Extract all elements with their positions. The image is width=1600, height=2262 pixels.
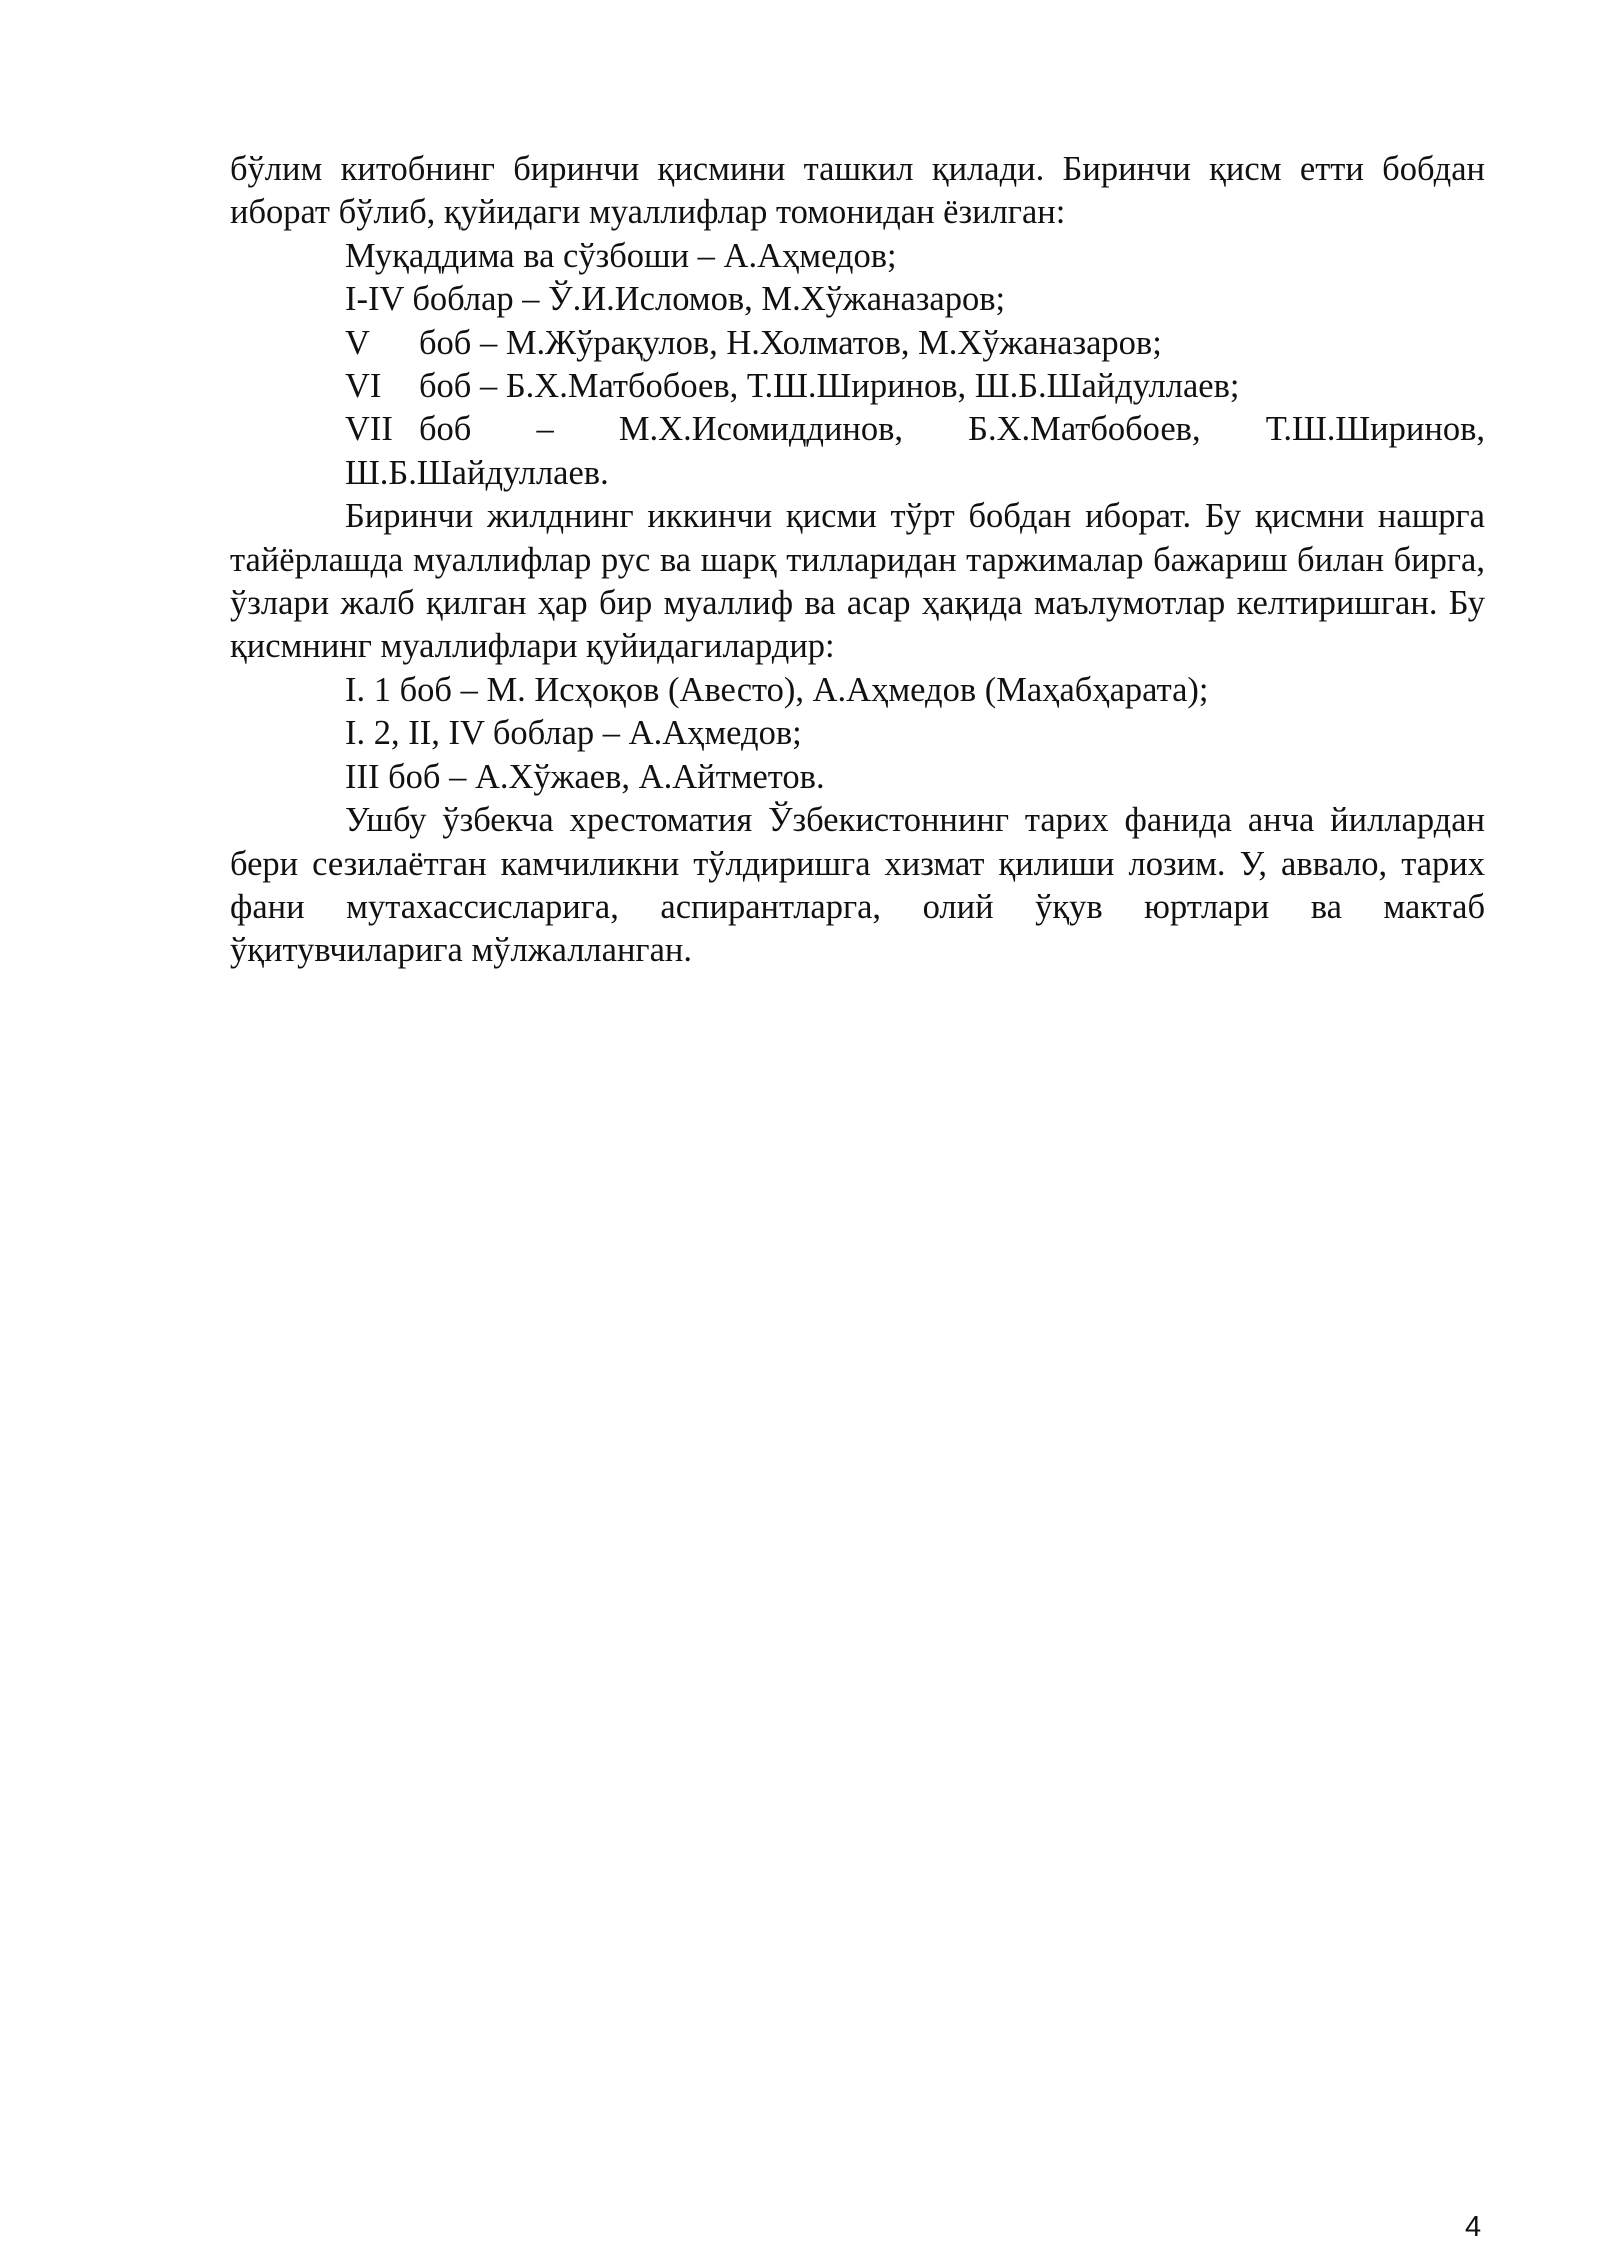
list-item: Муқаддима ва сўзбоши – А.Аҳмедов;	[345, 236, 897, 275]
chapter-authors: боб – М.Х.Исомиддинов, Б.Х.Матбобоев, Т.Ш.Ширинов,	[419, 410, 1485, 449]
paragraph-intro: бўлим китобнинг биринчи қисмини ташкил қилади. Биринчи қисм етти бобдан иборат бўлиб, қуйидаги муаллифлар томонидан ёзилган:	[230, 150, 1485, 232]
paragraph-part-two: Биринчи жилднинг иккинчи қисми тўрт бобдан иборат. Бу қисмни нашрга тайёрлашда муаллифлар рус ва шарқ тилларидан таржималар бажариш билан бирга, ўзлари жалб қилган ҳар бир муаллиф ва асар ҳақида маълумотлар келтиришган. Бу қисмнинг муаллифлари қуйидагилардир:	[230, 497, 1485, 666]
list-item: III боб – А.Хўжаев, А.Айтметов.	[345, 757, 825, 796]
page-body	[230, 148, 1485, 973]
list-item: I. 1 боб – М. Исҳоқов (Авесто), А.Аҳмедов (Маҳабҳарата);	[345, 670, 1209, 709]
chapter-label: VI	[345, 367, 382, 406]
chapter-label: VII	[345, 410, 393, 449]
paragraph-conclusion: Ушбу ўзбекча хрестоматия Ўзбекистоннинг тарих фанида анча йиллардан бери сезилаётган камчиликни тўлдиришга хизмат қилиши лозим. У, аввало, тарих фани мутахассисларига, аспирантларга, олий ўқув юртлари ва мактаб ўқитувчиларига мўлжалланган.	[230, 801, 1485, 970]
chapter-label: V	[345, 323, 370, 362]
authors-list-part-one	[230, 235, 1485, 495]
list-item	[230, 365, 1485, 408]
list-item: I-IV боблар – Ў.И.Исломов, М.Хўжаназаров;	[345, 280, 1006, 319]
chapter-authors-continuation: Ш.Б.Шайдуллаев.	[345, 453, 609, 492]
page-number: 4	[1465, 2211, 1482, 2243]
list-item	[230, 322, 1485, 365]
list-item	[230, 408, 1485, 495]
chapter-authors: боб – М.Жўрақулов, Н.Холматов, М.Хўжаназаров;	[419, 323, 1162, 362]
authors-list-part-two	[230, 669, 1485, 799]
list-item: I. 2, II, IV боблар – А.Аҳмедов;	[345, 714, 802, 753]
chapter-authors: боб – Б.Х.Матбобоев, Т.Ш.Ширинов, Ш.Б.Шайдуллаев;	[419, 367, 1240, 406]
